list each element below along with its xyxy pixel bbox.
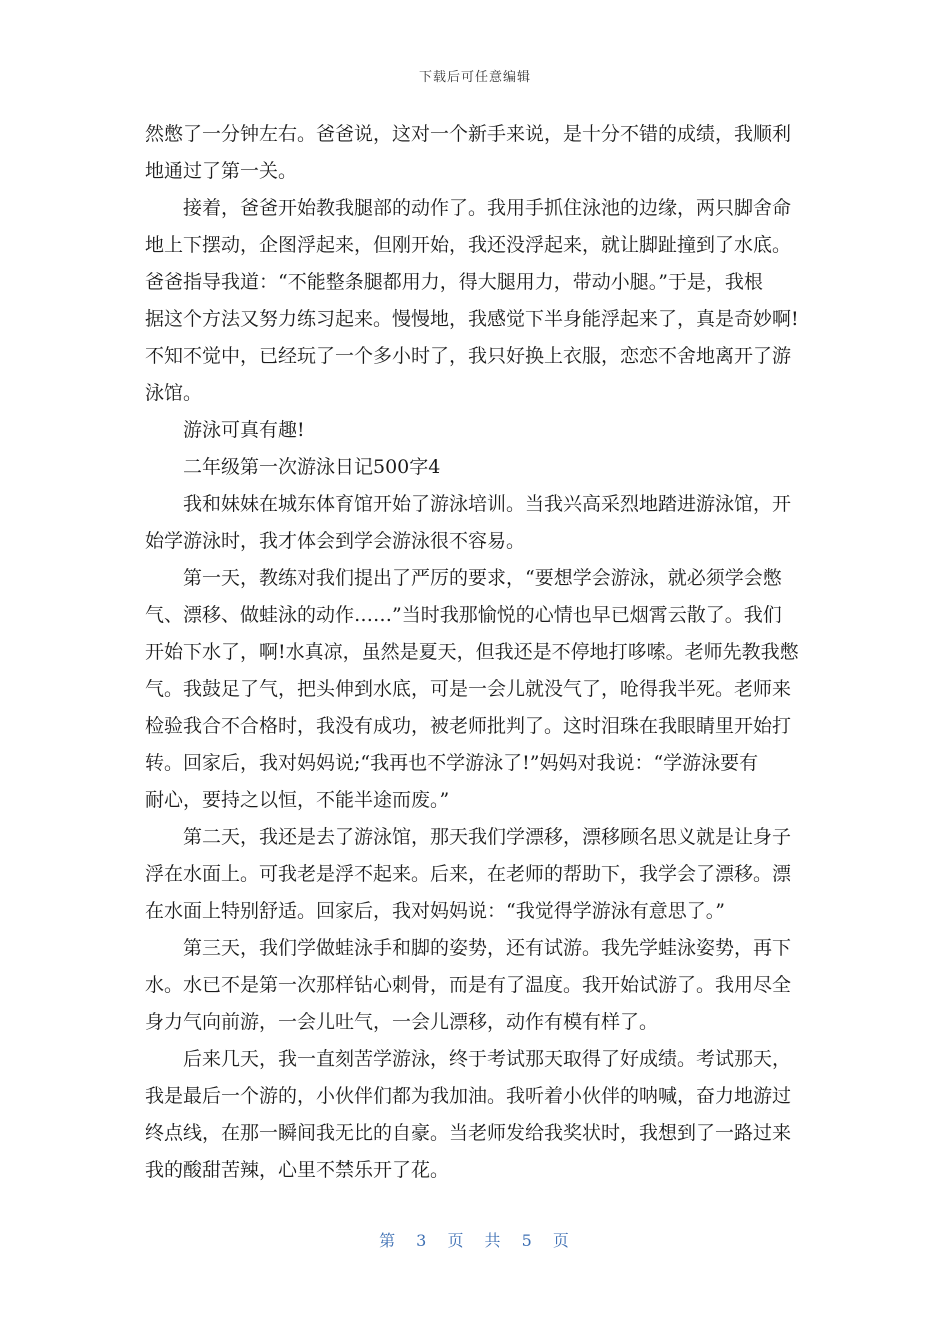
text-line: 第一天，教练对我们提出了严厉的要求，“要想学会游泳，就必须学会憋 — [145, 567, 782, 589]
text-line: 气。我鼓足了气，把头伸到水底，可是一会儿就没气了，呛得我半死。老师来 — [145, 678, 792, 700]
text-line: 开始下水了，啊!水真凉，虽然是夏天，但我还是不停地打哆嗦。老师先教我憋 — [145, 641, 799, 663]
text-line: 然憋了一分钟左右。爸爸说，这对一个新手来说，是十分不错的成绩，我顺利 — [145, 123, 792, 145]
text-line: 水。水已不是第一次那样钻心刺骨，而是有了温度。我开始试游了。我用尽全 — [145, 974, 792, 996]
text-line: 接着，爸爸开始教我腿部的动作了。我用手抓住泳池的边缘，两只脚舍命 — [145, 197, 792, 219]
text-line: 始学游泳时，我才体会到学会游泳很不容易。 — [145, 530, 526, 552]
text-line: 转。回家后，我对妈妈说;“我再也不学游泳了!”妈妈对我说：“学游泳要有 — [145, 752, 759, 774]
text-line: 第二天，我还是去了游泳馆，那天我们学漂移，漂移顾名思义就是让身子 — [145, 826, 792, 848]
text-line: 气、漂移、做蛙泳的动作……”当时我那愉悦的心情也早已烟霄云散了。我们 — [145, 604, 782, 626]
text-line: 浮在水面上。可我老是浮不起来。后来，在老师的帮助下，我学会了漂移。漂 — [145, 863, 792, 885]
text-line: 地通过了第一关。 — [145, 160, 298, 182]
page-header-note: 下载后可任意编辑 — [418, 70, 531, 85]
text-line: 我是最后一个游的，小伙伴们都为我加油。我听着小伙伴的呐喊，奋力地游过 — [145, 1085, 792, 1107]
text-line: 我和妹妹在城东体育馆开始了游泳培训。当我兴高采烈地踏进游泳馆，开 — [145, 493, 792, 515]
text-line: 在水面上特别舒适。回家后，我对妈妈说：“我觉得学游泳有意思了。” — [145, 900, 725, 922]
text-line: 游泳可真有趣! — [145, 419, 305, 441]
text-line: 第三天，我们学做蛙泳手和脚的姿势，还有试游。我先学蛙泳姿势，再下 — [145, 937, 792, 959]
text-line: 检验我合不合格时，我没有成功，被老师批判了。这时泪珠在我眼睛里开始打 — [145, 715, 792, 737]
text-line: 后来几天，我一直刻苦学游泳，终于考试那天取得了好成绩。考试那天， — [145, 1048, 792, 1070]
text-line: 我的酸甜苦辣，心里不禁乐开了花。 — [145, 1159, 450, 1181]
text-line: 爸爸指导我道：“不能整条腿都用力，得大腿用力，带动小腿。”于是，我根 — [145, 271, 763, 293]
text-line: 据这个方法又努力练习起来。慢慢地，我感觉下半身能浮起来了，真是奇妙啊! — [145, 308, 799, 330]
text-line: 耐心，要持之以恒，不能半途而废。” — [145, 789, 450, 811]
page-number-footer: 第 3 页 共 5 页 — [379, 1231, 571, 1250]
document-body — [145, 116, 805, 1189]
text-line: 泳馆。 — [145, 382, 203, 404]
text-line: 地上下摆动，企图浮起来，但刚开始，我还没浮起来，就让脚趾撞到了水底。 — [145, 234, 792, 256]
text-line: 身力气向前游，一会儿吐气，一会儿漂移，动作有模有样了。 — [145, 1011, 659, 1033]
text-line: 不知不觉中，已经玩了一个多小时了，我只好换上衣服，恋恋不舍地离开了游 — [145, 345, 792, 367]
text-line: 终点线，在那一瞬间我无比的自豪。当老师发给我奖状时，我想到了一路过来 — [145, 1122, 792, 1144]
section-heading: 二年级第一次游泳日记500字4 — [145, 456, 441, 478]
